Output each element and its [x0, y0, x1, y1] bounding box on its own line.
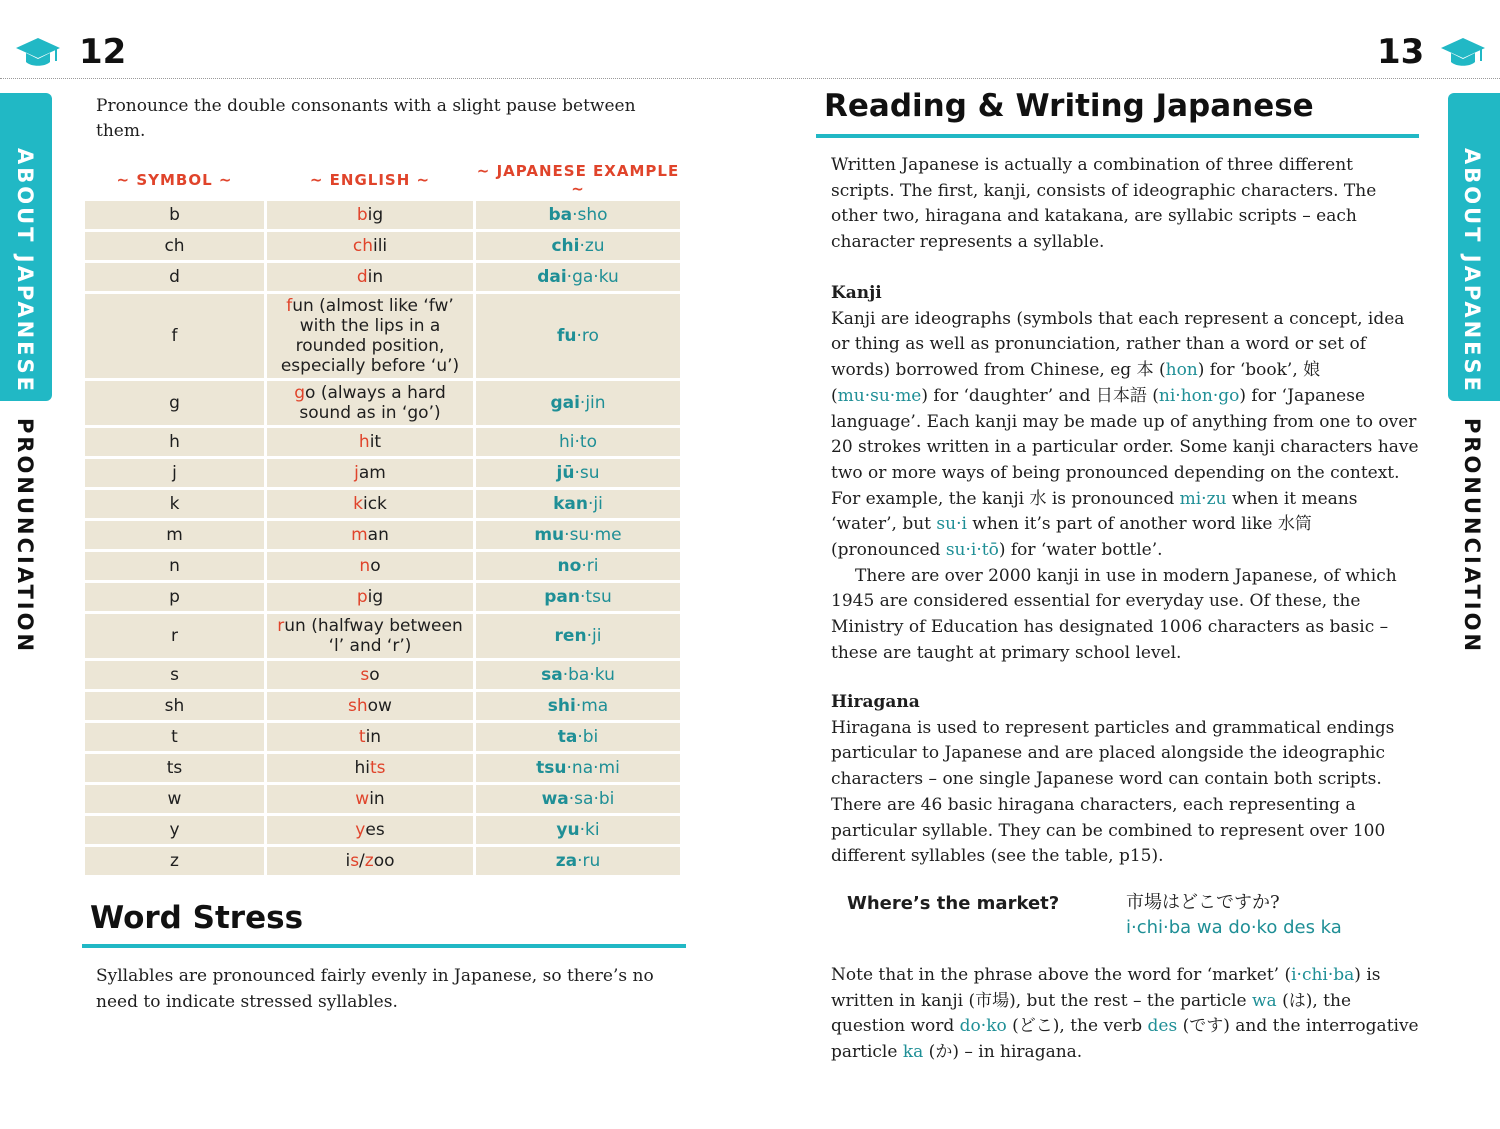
- english-cell: win: [266, 784, 475, 815]
- symbol-cell: d: [84, 262, 266, 293]
- table-row: [84, 815, 682, 846]
- column-header: ~ JAPANESE EXAMPLE ~: [475, 162, 682, 200]
- japanese-example-cell: ba·sho: [475, 200, 682, 231]
- example-phrase-english: Where’s the market?: [847, 893, 1060, 914]
- hiragana-heading: Hiragana: [831, 692, 920, 712]
- japanese-example-cell: shi·ma: [475, 691, 682, 722]
- table-row: [84, 722, 682, 753]
- japanese-example-cell: kan·ji: [475, 489, 682, 520]
- table-row: [84, 231, 682, 262]
- symbol-cell: ch: [84, 231, 266, 262]
- example-phrase-romaji: i·chi·ba wa do·ko des ka: [1126, 917, 1342, 938]
- english-cell: big: [266, 200, 475, 231]
- table-row: [84, 582, 682, 613]
- japanese-example-cell: hi·to: [475, 427, 682, 458]
- symbol-cell: n: [84, 551, 266, 582]
- symbol-cell: sh: [84, 691, 266, 722]
- japanese-example-cell: dai·ga·ku: [475, 262, 682, 293]
- example-phrase-japanese: 市場はどこですか?: [1126, 892, 1280, 913]
- symbol-cell: r: [84, 613, 266, 660]
- english-cell: is/zoo: [266, 846, 475, 877]
- note-paragraph: Note that in the phrase above the word for ‘market’ (i·chi·ba) is written in kanji (市場), but the rest – the particle wa (は), the question word do·ko (どこ), the verb des (です) and the interrogative particle ka (か) – in hiragana.: [831, 965, 1419, 1063]
- symbol-cell: m: [84, 520, 266, 551]
- japanese-example-cell: chi·zu: [475, 231, 682, 262]
- english-cell: tin: [266, 722, 475, 753]
- symbol-cell: w: [84, 784, 266, 815]
- table-row: [84, 427, 682, 458]
- english-cell: kick: [266, 489, 475, 520]
- hiragana-section: [831, 690, 1419, 870]
- table-row: [84, 380, 682, 427]
- japanese-example-cell: yu·ki: [475, 815, 682, 846]
- english-cell: no: [266, 551, 475, 582]
- graduation-cap-icon: [15, 35, 61, 69]
- english-cell: fun (almost like ‘fw’ with the lips in a rounded position, especially before ‘u’): [266, 293, 475, 380]
- japanese-example-cell: jū·su: [475, 458, 682, 489]
- symbol-cell: b: [84, 200, 266, 231]
- symbol-cell: j: [84, 458, 266, 489]
- kanji-paragraph: Kanji are ideographs (symbols that each represent a concept, idea or thing as well as pronunciation, rather than a word or set of words) borrowed from Chinese, eg 本 (hon) for ‘book’, 娘 (mu·su·me) for ‘daughter’ and 日本語 (ni·hon·go) for ‘Japanese language’. Each kanji may be made up of anything from one to over 20 strokes written in a particular order. Some kanji characters have two or more ways of being pronounced depending on the context. For example, the kanji 水 is pronounced mi·zu when it means ‘water’, but su·i when it’s part of another word like 水筒 (pronounced su·i·tō) for ‘water bottle’.: [831, 308, 1419, 561]
- symbol-cell: p: [84, 582, 266, 613]
- table-row: [84, 691, 682, 722]
- japanese-example-cell: sa·ba·ku: [475, 660, 682, 691]
- english-cell: so: [266, 660, 475, 691]
- english-cell: man: [266, 520, 475, 551]
- table-row: [84, 520, 682, 551]
- japanese-example-cell: mu·su·me: [475, 520, 682, 551]
- symbol-cell: g: [84, 380, 266, 427]
- english-cell: run (halfway between ‘l’ and ‘r’): [266, 613, 475, 660]
- graduation-cap-icon: [1440, 35, 1486, 69]
- symbol-cell: f: [84, 293, 266, 380]
- japanese-example-cell: tsu·na·mi: [475, 753, 682, 784]
- column-header: ~ ENGLISH ~: [266, 162, 475, 200]
- english-cell: chili: [266, 231, 475, 262]
- table-row: [84, 458, 682, 489]
- symbol-cell: t: [84, 722, 266, 753]
- section-tab-label: ABOUT JAPANESE: [1460, 148, 1484, 394]
- word-stress-text: Syllables are pronounced fairly evenly in Japanese, so there’s no need to indicate stressed syllables.: [96, 966, 654, 1012]
- heading-rule: [82, 944, 686, 948]
- table-row: [84, 613, 682, 660]
- table-row: [84, 753, 682, 784]
- symbol-cell: k: [84, 489, 266, 520]
- reading-writing-intro: Written Japanese is actually a combination of three different scripts. The first, kanji, consists of ideographic characters. The other two, hiragana and katakana, are syllabic scripts – each character represents a syllable.: [831, 155, 1377, 253]
- english-cell: yes: [266, 815, 475, 846]
- table-row: [84, 846, 682, 877]
- english-cell: pig: [266, 582, 475, 613]
- heading-rule: [816, 134, 1419, 138]
- english-cell: jam: [266, 458, 475, 489]
- kanji-section: [831, 281, 1419, 667]
- japanese-example-cell: ren·ji: [475, 613, 682, 660]
- symbol-cell: s: [84, 660, 266, 691]
- table-row: [84, 551, 682, 582]
- symbol-cell: z: [84, 846, 266, 877]
- symbol-cell: y: [84, 815, 266, 846]
- english-cell: din: [266, 262, 475, 293]
- table-row: [84, 262, 682, 293]
- japanese-example-cell: fu·ro: [475, 293, 682, 380]
- symbol-cell: ts: [84, 753, 266, 784]
- header-divider: [0, 78, 1500, 79]
- symbol-cell: h: [84, 427, 266, 458]
- english-cell: go (always a hard sound as in ‘go’): [266, 380, 475, 427]
- kanji-paragraph: There are over 2000 kanji in use in modern Japanese, of which 1945 are considered essential for everyday use. Of these, the Ministry of Education has designated 1006 characters as basic – these are taught at primary school level.: [831, 565, 1397, 663]
- section-tab-label: ABOUT JAPANESE: [13, 148, 37, 394]
- table-row: [84, 660, 682, 691]
- subsection-tab-label: PRONUNCIATION: [13, 418, 37, 655]
- table-row: [84, 784, 682, 815]
- english-cell: show: [266, 691, 475, 722]
- japanese-example-cell: za·ru: [475, 846, 682, 877]
- japanese-example-cell: pan·tsu: [475, 582, 682, 613]
- english-cell: hits: [266, 753, 475, 784]
- japanese-example-cell: wa·sa·bi: [475, 784, 682, 815]
- page-title: Reading & Writing Japanese: [824, 88, 1314, 124]
- japanese-example-cell: no·ri: [475, 551, 682, 582]
- table-row: [84, 489, 682, 520]
- table-row: [84, 200, 682, 231]
- word-stress-heading: Word Stress: [90, 900, 304, 936]
- subsection-tab-label: PRONUNCIATION: [1460, 418, 1484, 655]
- english-cell: hit: [266, 427, 475, 458]
- kanji-heading: Kanji: [831, 283, 882, 303]
- intro-text: Pronounce the double consonants with a slight pause between them.: [96, 96, 636, 141]
- page-number-left: 12: [79, 32, 127, 72]
- pronunciation-table: [82, 162, 683, 878]
- hiragana-paragraph: Hiragana is used to represent particles and grammatical endings particular to Japanese and are placed alongside the ideographic characters – one single Japanese word can contain both scripts. There are 46 basic hiragana characters, each representing a particular syllable. They can be combined to represent over 100 different syllables (see the table, p15).: [831, 717, 1395, 867]
- table-row: [84, 293, 682, 380]
- japanese-example-cell: gai·jin: [475, 380, 682, 427]
- page-number-right: 13: [1377, 32, 1425, 72]
- column-header: ~ SYMBOL ~: [84, 162, 266, 200]
- japanese-example-cell: ta·bi: [475, 722, 682, 753]
